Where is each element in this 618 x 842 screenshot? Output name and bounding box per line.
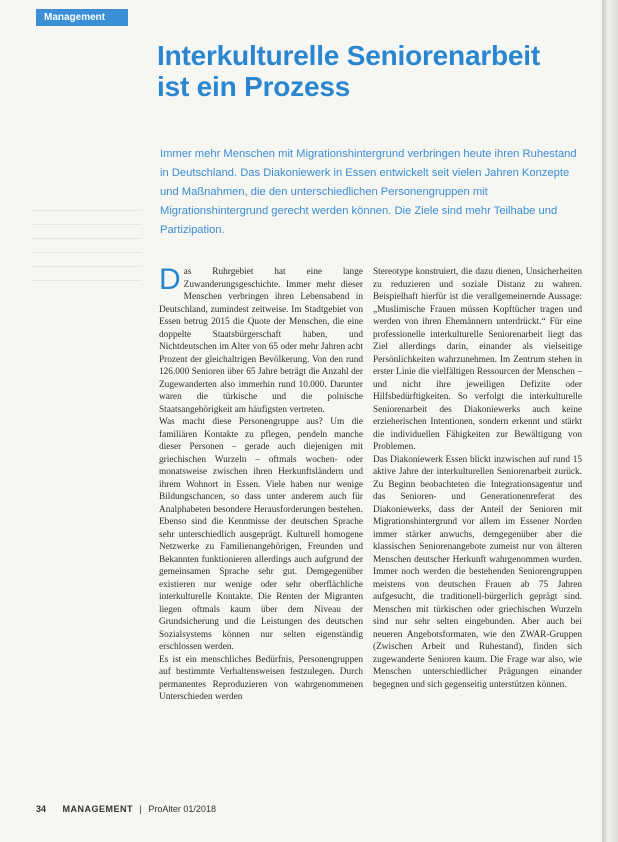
footer-section: MANAGEMENT bbox=[62, 804, 134, 814]
paragraph-text: as Ruhrgebiet hat eine lange Zuwanderungsgeschichte. Immer mehr dieser Menschen verbringen ihren Lebensabend in Deutschland, zumindest zeitweise. Im Stadtgebiet von Essen betrug 2015 die Quote der Menschen, die eine doppelte Staatsbürgerschaft haben, und Nichtdeutschen im Alter von 65 oder mehr Jahren acht Prozent der gleichaltrigen Bevölkerung. Von den rund 126.000 Senioren über 65 Jahre beträgt die Anzahl der Zugewanderten also immerhin rund 10.000. Darunter waren die türkische und die polnische Staatsangehörigkeit am häufigsten vertreten. bbox=[159, 267, 363, 415]
footer-issue: ProAlter 01/2018 bbox=[148, 804, 216, 814]
article-title-line-1: Interkulturelle Seniorenarbeit bbox=[157, 40, 540, 71]
article-title bbox=[157, 40, 587, 102]
body-column-right bbox=[373, 266, 582, 691]
article-title-line-2: ist ein Prozess bbox=[157, 71, 351, 102]
page-number: 34 bbox=[36, 804, 47, 814]
paragraph: Das Diakoniewerk Essen blickt inzwischen auf rund 15 aktive Jahre der interkulturellen Seniorenarbeit zurück. Zu Beginn beobachteten die Integrationsagentur und das Senioren- und Generationenreferat des Diakoniewerks, dass der Anteil der Senioren mit Migrationshintergrund vor allem im Essener Norden immer stärker anwuchs, demgegenüber aber die klassischen Seniorenangebote zumeist nur von älteren Menschen deutscher Herkunft wahrgenommen wurden. Immer noch werden die bestehenden Seniorengruppen meistens von deutschen Frauen ab 75 Jahren aufgesucht, die traditionell-bürgerlich geprägt sind. Menschen mit türkischen oder griechischen Wurzeln sind nur sehr selten eingebunden. Aber auch bei neueren Angebotsformaten, wie den ZWAR-Gruppen (Zwischen Arbeit und Ruhestand), finden sich zugewanderte Senioren kaum. Die Frage war also, wie Menschen unterschiedlicher Prägungen einander begegnen und sich gegenseitig unterstützen können. bbox=[373, 454, 582, 690]
article-lead: Immer mehr Menschen mit Migrationshintergrund verbringen heute ihren Ruhestand in Deutschland. Das Diakoniewerk in Essen entwickelt seit vielen Jahren Konzepte und Maßnahmen, die den unterschiedlichen Personengruppen mit Migrationshintergrund gerecht werden können. Die Ziele sind mehr Teilhabe und Partizipation. bbox=[160, 148, 577, 236]
page-footer bbox=[36, 804, 216, 818]
drop-cap: D bbox=[159, 263, 181, 296]
paragraph: Was macht diese Personengruppe aus? Um die familiären Kontakte zu pflegen, pendeln manche dieser Personen – gerade auch diejenigen mit griechischen Wurzeln – oftmals wochen- oder monatsweise zwischen ihren Herkunftsländern und ihrem Wohnort in Essen. Viele haben nur wenige Bildungschancen, so dass unter anderem auch für Analphabeten besondere Herausforderungen bestehen. Ebenso sind die Kenntnisse der deutschen Sprache sehr unterschiedlich ausgeprägt. Kulturell homogene Netzwerke zu Familienangehörigen, Freunden und Bekannten funktionieren allerdings auch aufgrund der gemeinsamen Sprache sehr gut. Demgegenüber existieren nur wenige oder sehr oberflächliche interkulturelle Kontakte. Die Renten der Migranten liegen oftmals kaum über dem Niveau der Grundsicherung und die Leistungen des deutschen Sozialsystems können nur selten eigenständig erschlossen werden. bbox=[159, 417, 363, 652]
footer-separator: | bbox=[139, 804, 142, 814]
page-edge bbox=[602, 0, 618, 842]
body-column-left bbox=[159, 263, 363, 704]
section-tag: Management bbox=[36, 9, 128, 26]
paragraph: Stereotype konstruiert, die dazu dienen, Unsicherheiten zu reduzieren und soziale Distanz zu wahren. Beispielhaft hierfür ist die verallgemeinernde Aussage: „Muslimische Frauen müssen Kopftücher tragen und werden von ihren Ehemännern unterdrückt.“ Für eine professionelle interkulturelle Seniorenarbeit liegt das Ziel allerdings darin, einander als vielseitige Persönlichkeiten wahrzunehmen. Im Zentrum stehen in erster Linie die vielfältigen Ressourcen der Menschen – und nicht ihre jeweiligen Defizite oder Hilfsbedürftigkeiten. So verfolgt die interkulturelle Seniorenarbeit des Diakoniewerks auch keine erzieherischen Intentionen, sondern erkennt und stärkt die individuellen Fähigkeiten zur Bewältigung von Problemen. bbox=[373, 267, 582, 452]
paragraph bbox=[159, 263, 363, 416]
faint-background-lines bbox=[32, 210, 142, 290]
paragraph: Es ist ein menschliches Bedürfnis, Personengruppen auf bestimmte Verhaltensweisen festzulegen. Durch permanentes Reproduzieren von wahrgenommenen Unterschieden werden bbox=[159, 654, 363, 702]
